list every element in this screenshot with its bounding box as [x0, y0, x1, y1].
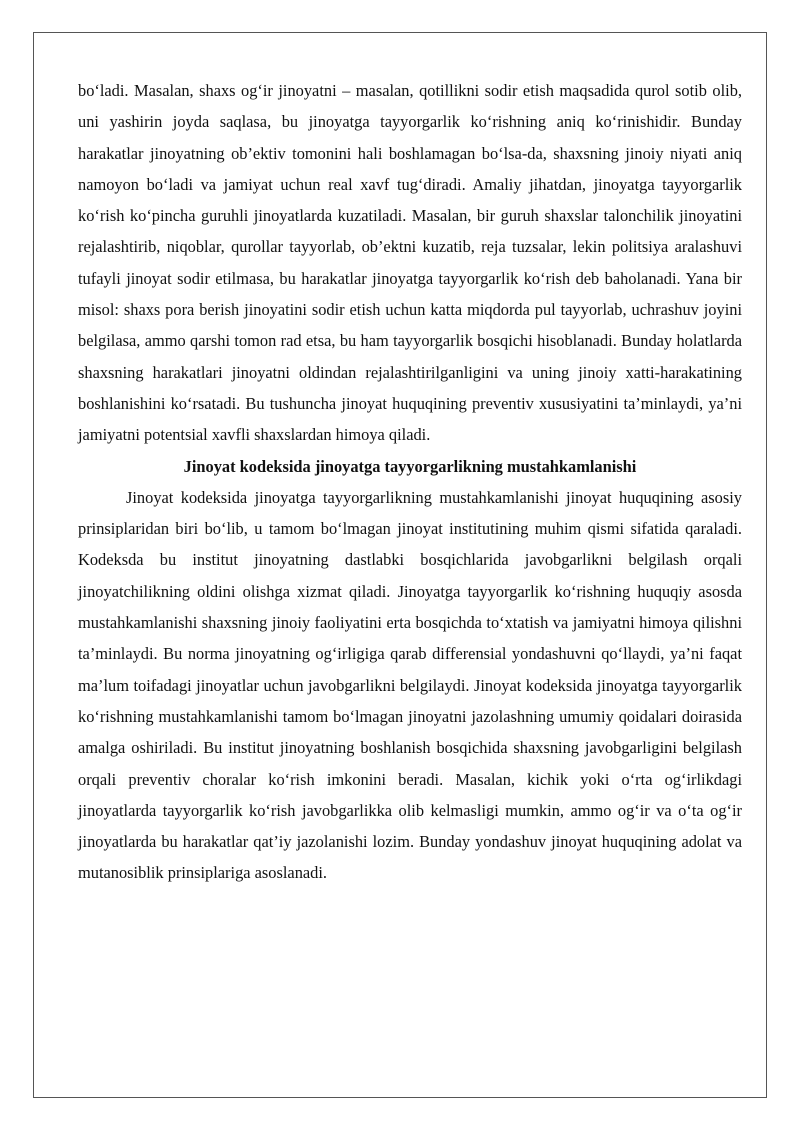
paragraph-continued: bo‘ladi. Masalan, shaxs og‘ir jinoyatni – masalan, qotillikni sodir etish maqsadida qurol sotib olib, uni yashirin joyda saqlasa, bu jinoyatga tayyorgarlik ko‘rishning aniq ko‘rinishidir. Bunday harakatlar jinoyatning ob’ektiv tomonini hali boshlamagan bo‘lsa-da, shaxsning jinoiy niyati aniq namoyon bo‘ladi va jamiyat uchun real xavf tug‘diradi. Amaliy jihatdan, jinoyatga tayyorgarlik ko‘rish ko‘pincha guruhli jinoyatlarda kuzatiladi. Masalan, bir guruh shaxslar talonchilik jinoyatini rejalashtirib, niqoblar, qurollar tayyorlab, ob’ektni kuzatib, reja tuzsalar, lekin politsiya aralashuvi tufayli jinoyat sodir etilmasa, bu harakatlar jinoyatga tayyorgarlik ko‘rish deb baholanadi. Yana bir misol: shaxs pora berish jinoyatini sodir etish uchun katta miqdorda pul tayyorlab, uchrashuv joyini belgilasa, ammo qarshi tomon rad etsa, bu ham tayyorgarlik bosqichi hisoblanadi. Bunday holatlarda shaxsning harakatlari jinoyatni oldindan rejalashtirilganligini va uning jinoiy xatti-harakatining boshlanishini ko‘rsatadi. Bu tushuncha jinoyat huquqining preventiv xususiyatini ta’minlaydi, ya’ni jamiyatni potentsial xavfli shaxslardan himoya qiladi. — [78, 81, 742, 445]
section-heading: Jinoyat kodeksida jinoyatga tayyorgarlikning mustahkamlanishi — [183, 456, 637, 476]
paragraph-section: Jinoyat kodeksida jinoyatga tayyorgarlikning mustahkamlanishi jinoyat huquqining asosiy prinsiplaridan biri bo‘lib, u tamom bo‘lmagan jinoyat institutining muhim qismi sifatida qaraladi. Kodeksda bu institut jinoyatning dastlabki bosqichlarida javobgarlikni belgilash orqali jinoyatchilikning oldini olishga xizmat qiladi. Jinoyatga tayyorgarlik ko‘rishning huquqiy asosda mustahkamlanishi shaxsning jinoiy faoliyatini erta bosqichda to‘xtatish va jamiyatni himoya qilishni ta’minlaydi. Bu norma jinoyatning og‘irligiga qarab differensial yondashuvni qo‘llaydi, ya’ni faqat ma’lum toifadagi jinoyatlar uchun javobgarlikni belgilaydi. Jinoyat kodeksida jinoyatga tayyorgarlik ko‘rishning mustahkamlanishi tamom bo‘lmagan jinoyatni jazolashning umumiy qoidalari doirasida amalga oshiriladi. Bu institut jinoyatning boshlanish bosqichida shaxsning javobgarligini belgilash orqali preventiv choralar ko‘rish imkonini beradi. Masalan, kichik yoki o‘rta og‘irlikdagi jinoyatlarda tayyorgarlik ko‘rish javobgarlikka olib kelmasligi mumkin, ammo og‘ir va o‘ta og‘ir jinoyatlarda bu harakatlar qat’iy jazolanishi lozim. Bunday yondashuv jinoyat huquqining adolat va mutanosiblik prinsiplariga asoslanadi. — [78, 487, 742, 883]
document-body — [78, 75, 742, 889]
